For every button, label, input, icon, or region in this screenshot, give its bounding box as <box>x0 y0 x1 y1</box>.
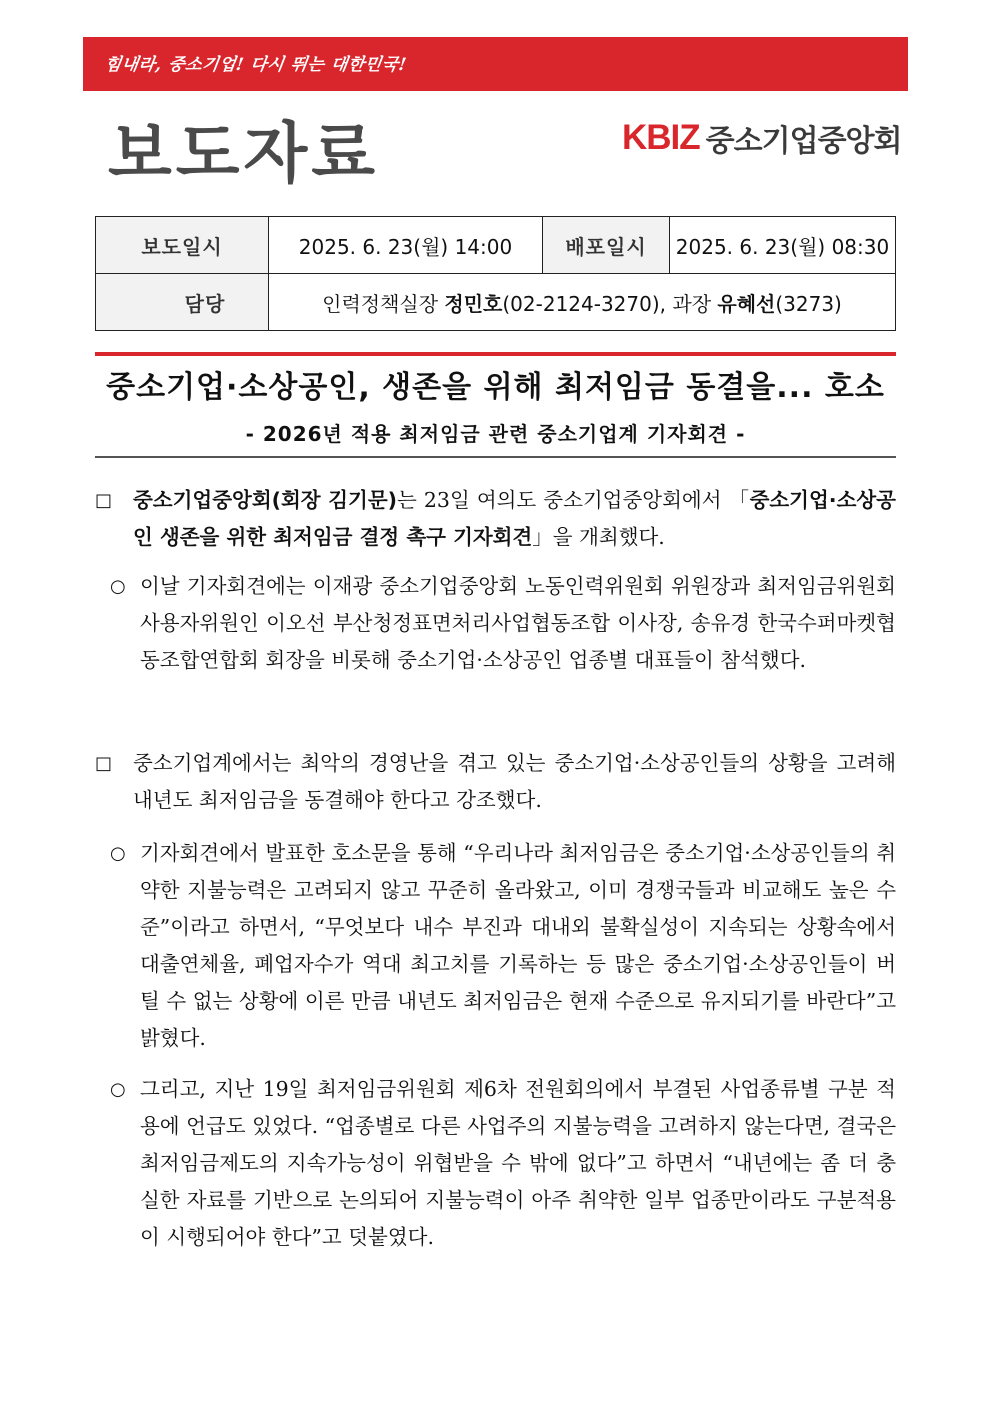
section-2-item-1 <box>110 835 896 1057</box>
release-row <box>96 217 896 274</box>
release-date-value: 2025. 6. 23(월) 14:00 <box>269 217 543 274</box>
square-bullet: □ <box>95 490 113 511</box>
contact-name-1: 정민호 <box>444 291 503 316</box>
square-bullet: □ <box>95 753 113 774</box>
distribution-date-value: 2025. 6. 23(월) 08:30 <box>670 217 896 274</box>
section-1-item-1-text: 이날 기자회견에는 이재광 중소기업중앙회 노동인력위원회 위원장과 최저임금위원회 사용자위원인 이오선 부산청정표면처리사업협동조합 이사장, 송유경 한국수퍼마켓협동조합연합회 회장을 비롯해 중소기업·소상공인 업종별 대표들이 참석했다. <box>140 574 896 672</box>
event-name: 중소기업·소상공인 생존을 위한 최저임금 결정 촉구 기자회견 <box>133 488 896 549</box>
section-2 <box>95 745 896 819</box>
contact-phone-2: (3273) <box>775 291 842 316</box>
org-name: 중소기업중앙회(회장 김기문) <box>133 488 398 512</box>
top-banner <box>83 37 908 91</box>
kbiz-logo <box>622 118 902 158</box>
section-1-item-1 <box>110 568 896 679</box>
circle-bullet: ○ <box>110 576 126 597</box>
circle-bullet: ○ <box>110 1079 126 1100</box>
contact-name-2: 유혜선 <box>717 291 776 316</box>
section-1-text-b: 」을 개최했다. <box>532 525 665 549</box>
logo-mark: KBIZ <box>622 118 700 157</box>
section-1-text-a: 는 23일 여의도 중소기업중앙회에서 「 <box>397 488 750 512</box>
page-title: 보도자료 <box>108 115 380 192</box>
circle-bullet: ○ <box>110 843 126 864</box>
contact-value <box>269 274 896 331</box>
headline-rule <box>95 352 896 356</box>
contact-row <box>96 274 896 331</box>
distribution-date-label: 배포일시 <box>543 217 670 274</box>
subheadline: - 2026년 적용 최저임금 관련 중소기업계 기자회견 - <box>245 422 746 446</box>
banner-slogan: 힘내라, 중소기업! 다시 뛰는 대한민국! <box>103 55 408 75</box>
section-1-text <box>133 482 896 556</box>
logo-org-name: 중소기업중앙회 <box>705 124 902 159</box>
release-info-table <box>95 216 896 331</box>
section-2-item-2-text: 그리고, 지난 19일 최저임금위원회 제6차 전원회의에서 부결된 사업종류별 구분 적용에 언급도 있었다. “업종별로 다른 사업주의 지불능력을 고려하지 않는다면, 결국은 최저임금제도의 지속가능성이 위협받을 수 밖에 없다”고 하면서 “내년에는 좀 더 충실한 자료를 기반으로 논의되어 지불능력이 아주 취약한 일부 업종만이라도 구분적용이 시행되어야 한다”고 덧붙였다. <box>140 1077 896 1249</box>
contact-phone-1: (02-2124-3270), 과장 <box>502 291 718 316</box>
contact-label: 담당 <box>96 274 269 331</box>
headline: 중소기업·소상공인, 생존을 위해 최저임금 동결을... 호소 <box>106 370 885 405</box>
headline-divider <box>95 456 896 458</box>
contact-title: 인력정책실장 <box>322 291 445 316</box>
section-1 <box>95 482 896 556</box>
section-2-text: 중소기업계에서는 최악의 경영난을 겪고 있는 중소기업·소상공인들의 상황을 고려해 내년도 최저임금을 동결해야 한다고 강조했다. <box>133 751 896 812</box>
release-date-label: 보도일시 <box>96 217 269 274</box>
section-2-item-2 <box>110 1071 896 1256</box>
section-2-item-1-text: 기자회견에서 발표한 호소문을 통해 “우리나라 최저임금은 중소기업·소상공인들의 취약한 지불능력은 고려되지 않고 꾸준히 올라왔고, 이미 경쟁국들과 비교해도 높은 수준”이라고 하면서, “무엇보다 내수 부진과 대내외 불확실성이 지속되는 상황속에서 대출연체율, 폐업자수가 역대 최고치를 기록하는 등 많은 중소기업·소상공인들이 버틸 수 없는 상황에 이른 만큼 내년도 최저임금은 현재 수준으로 유지되기를 바란다”고 밝혔다. <box>140 841 896 1050</box>
